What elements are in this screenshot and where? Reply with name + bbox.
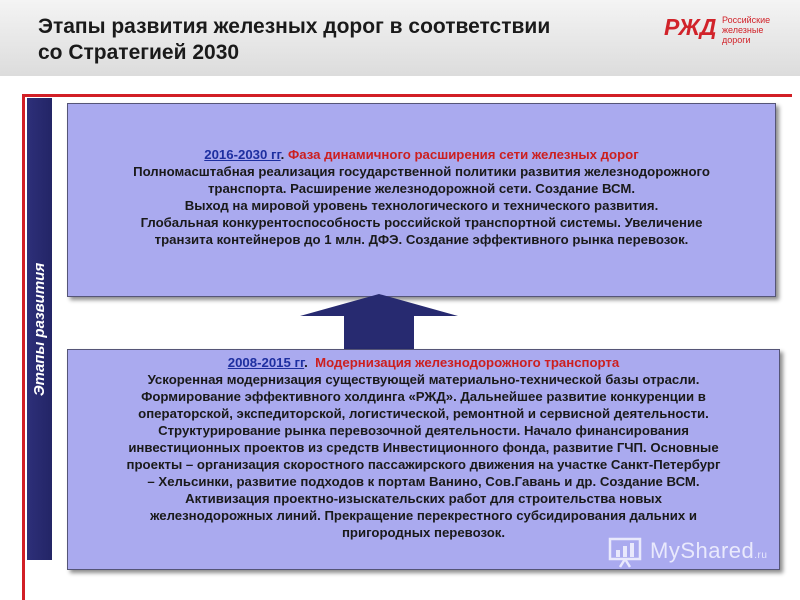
stages-sidebar-label: Этапы развития (31, 262, 49, 396)
rzd-logo (664, 12, 782, 45)
watermark-text (650, 538, 767, 564)
rzd-logo-icon (664, 13, 720, 39)
stage-2-line: инвестиционных проектов из средств Инвестиционного фонда, развитие ГЧП. Основные (128, 440, 719, 455)
rzd-logo-mark: РЖД (664, 14, 717, 39)
stage-1-line: транзита контейнеров до 1 млн. ДФЭ. Создание эффективного рынка перевозок. (154, 232, 689, 247)
up-arrow-icon (300, 294, 458, 352)
rzd-logo-text-line-1: Российские (722, 15, 771, 25)
red-frame-top (22, 94, 792, 97)
red-frame-left (22, 94, 25, 600)
slide-title (38, 14, 638, 66)
watermark-suffix: .ru (754, 550, 768, 561)
myshared-watermark (608, 535, 778, 569)
stage-2-period-separator: . (304, 355, 316, 370)
stage-2-line: операторской, экспедиторской, логистической, ремонтной и сервисной деятельности. (138, 406, 709, 421)
stage-box-2016-2030 (67, 103, 776, 297)
stage-2-line: – Хельсинки, развитие подходов к портам Ванино, Сов.Гавань и др. Создание ВСМ. (147, 474, 700, 489)
rzd-logo-text-line-2: железные дороги (722, 25, 764, 45)
slide-title-line-2: со Стратегией 2030 (38, 41, 240, 64)
stage-1-heading (68, 146, 775, 163)
stage-box-2016-2030-content (68, 104, 775, 248)
stage-1-line: Выход на мировой уровень технологического и технического развития. (184, 198, 659, 213)
stage-2-heading (68, 354, 779, 371)
slide-title-line-1: Этапы развития железных дорог в соответствии (38, 15, 551, 38)
stage-2-line: железнодорожных линий. Прекращение перекрестного субсидирования дальних и (150, 508, 697, 523)
stage-box-2008-2015-content (68, 350, 779, 541)
stage-1-phase-title: Фаза динамичного расширения сети железных дорог (288, 147, 639, 162)
stage-2-period: 2008-2015 гг (227, 355, 305, 370)
stage-2-line: Ускоренная модернизация существующей материально-технической базы отрасли. (147, 372, 700, 387)
stage-2-line: Активизация проектно-изыскательских работ для строительства новых (185, 491, 662, 506)
rzd-logo-text (722, 15, 782, 45)
stage-1-line: Полномасштабная реализация государственной политики развития железнодорожного (133, 164, 710, 179)
watermark-brand: MyShared (650, 538, 755, 563)
stage-2-line: Структурирование рынка перевозочной деятельности. Начало финансирования (158, 423, 689, 438)
stage-1-line: Глобальная конкурентоспособность российской транспортной системы. Увеличение (140, 215, 703, 230)
chart-icon (608, 536, 644, 568)
stage-2-line: Формирование эффективного холдинга «РЖД». Дальнейшее развитие конкуренции в (141, 389, 706, 404)
stage-1-line: транспорта. Расширение железнодорожной сети. Создание ВСМ. (207, 181, 636, 196)
stage-2-line: проекты – организация скоростного пассажирского движения на участке Санкт-Петербург (126, 457, 721, 472)
stages-sidebar-label-wrap (27, 98, 52, 560)
stage-2-phase-title: Модернизация железнодорожного транспорта (315, 355, 620, 370)
stage-2-line: пригородных перевозок. (341, 525, 506, 540)
stage-1-period: 2016-2030 гг (204, 147, 281, 162)
stage-1-period-separator: . (280, 147, 288, 162)
